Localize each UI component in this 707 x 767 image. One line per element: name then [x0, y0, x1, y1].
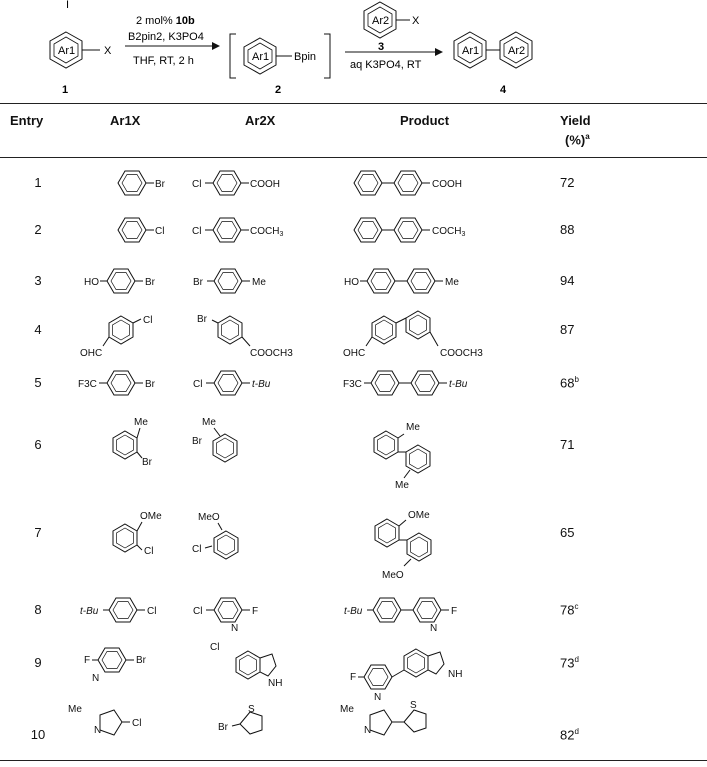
svg-text:F: F: [350, 672, 357, 683]
yield-value: 65: [560, 525, 575, 540]
header-product: Product: [400, 113, 450, 128]
yield-value: 78$^c$: [560, 602, 579, 618]
svg-text:F3C: F3C: [78, 379, 97, 390]
svg-text:S: S: [248, 704, 255, 715]
svg-text:Br: Br: [142, 457, 152, 468]
svg-text:F3C: F3C: [343, 379, 362, 390]
svg-text:Br: Br: [218, 722, 228, 733]
row10-ar1x: [68, 704, 141, 736]
svg-text:COCH3: $COCH_3$: [432, 226, 466, 238]
svg-text:N: N: [94, 725, 102, 736]
entry-number: 1: [34, 175, 42, 190]
yield-value: 88: [560, 222, 575, 237]
compound-1-label: 1: [62, 84, 69, 96]
svg-text:Cl: Cl: [147, 606, 157, 617]
entry-number: 6: [34, 437, 42, 452]
yield-value: 94: [560, 273, 575, 288]
svg-text:N: N: [430, 623, 438, 634]
svg-text:Me: Me: [340, 704, 354, 715]
row5-ar2x: [193, 371, 271, 395]
svg-text:t-Bu: t-Bu: [449, 379, 468, 390]
entry-number: 3: [34, 273, 42, 288]
svg-text:t-Bu: t-Bu: [80, 606, 99, 617]
entry-number: 9: [34, 655, 42, 670]
svg-text:F: F: [84, 655, 91, 666]
svg-text:N: N: [364, 725, 372, 736]
svg-text:Br: Br: [192, 436, 202, 447]
row1-ar1x: [118, 171, 166, 195]
yield-value: 82$^d$: [560, 727, 579, 743]
row10-ar2x: [218, 704, 262, 734]
yield-value: 68$^b$: [560, 375, 579, 391]
svg-text:HO: HO: [84, 277, 99, 288]
row10-product: [340, 700, 426, 736]
svg-text:COOCH3: COOCH3: [440, 348, 483, 359]
row2-product: [354, 218, 465, 242]
header-entry: Entry: [10, 113, 44, 128]
svg-text:OMe: OMe: [140, 511, 162, 522]
svg-text:N: N: [92, 673, 100, 684]
ar1-label: Ar1: [58, 45, 76, 57]
svg-text:Ar2: Ar2: [372, 15, 390, 27]
row7-product: [375, 510, 431, 581]
svg-text:S: S: [410, 700, 417, 711]
svg-text:MeO: MeO: [382, 570, 404, 581]
row4-ar2x: [197, 314, 293, 359]
svg-text:COOH: COOH: [250, 179, 280, 190]
svg-text:Ar2: Ar2: [508, 45, 526, 57]
row4-product: [343, 311, 483, 359]
svg-text:OHC: OHC: [80, 348, 103, 359]
svg-text:Cl: Cl: [193, 606, 203, 617]
svg-text:Br: Br: [197, 314, 207, 325]
catalyst-text: 2 mol% 10b: [136, 15, 195, 27]
svg-text:Br: Br: [136, 655, 146, 666]
row5-product: [343, 371, 468, 395]
row5-ar1x: [78, 371, 156, 395]
svg-text:Br: Br: [145, 379, 155, 390]
row8-ar1x: [80, 598, 156, 622]
svg-text:Cl: Cl: [155, 226, 165, 237]
row3-ar1x: [84, 269, 156, 293]
svg-text:N: N: [231, 623, 239, 634]
svg-text:COCH3: $COCH_3$: [250, 226, 284, 238]
row9-ar2x: [210, 642, 282, 689]
row3-ar2x: [193, 269, 266, 293]
svg-text:Me: Me: [252, 277, 266, 288]
svg-text:Me: Me: [406, 422, 420, 433]
x-label: X: [104, 45, 112, 57]
yield-value: 73$^d$: [560, 655, 579, 671]
svg-text:MeO: MeO: [198, 512, 220, 523]
svg-text:NH: NH: [448, 669, 463, 680]
compound-2-label: 2: [275, 84, 282, 96]
row6-product: [374, 422, 430, 491]
header-yield-unit: (%)$^a$: [565, 132, 590, 148]
svg-text:Cl: Cl: [192, 179, 202, 190]
entry-number: 2: [34, 222, 42, 237]
conditions-line2: B2pin2, K3PO4: [128, 31, 204, 43]
yield-value: 71: [560, 437, 575, 452]
svg-text:COOH: COOH: [432, 179, 462, 190]
row8-product: [344, 598, 457, 634]
conditions-line3: THF, RT, 2 h: [133, 55, 194, 67]
svg-text:N: N: [374, 692, 382, 703]
svg-text:NH: NH: [268, 678, 283, 689]
row9-product: [350, 649, 462, 703]
svg-text:Me: Me: [202, 417, 216, 428]
svg-text:Me: Me: [134, 417, 148, 428]
yield-value: 87: [560, 322, 575, 337]
svg-text:HO: HO: [344, 277, 359, 288]
entry-number: 4: [34, 322, 42, 337]
svg-text:Ar1: Ar1: [252, 51, 270, 63]
table-bottom-rule: [0, 760, 707, 761]
entry-number: 7: [34, 525, 42, 540]
svg-text:Me: Me: [68, 704, 82, 715]
row7-ar2x: [192, 512, 238, 559]
row3-product: [344, 269, 459, 293]
svg-text:OHC: OHC: [343, 348, 366, 359]
row7-ar1x: [113, 511, 162, 557]
row6-ar2x: [192, 417, 237, 462]
svg-text:Ar1: Ar1: [462, 45, 480, 57]
svg-text:Me: Me: [395, 480, 409, 491]
row1-product: [354, 171, 462, 195]
svg-text:Me: Me: [445, 277, 459, 288]
svg-text:COOCH3: COOCH3: [250, 348, 293, 359]
svg-text:Cl: Cl: [132, 718, 142, 729]
scheme-mark: I: [66, 0, 70, 11]
svg-text:Cl: Cl: [193, 379, 203, 390]
row2-ar2x: [192, 218, 283, 242]
svg-text:F: F: [252, 606, 259, 617]
row6-ar1x: [113, 417, 153, 468]
bpin-label: Bpin: [294, 51, 317, 63]
header-ar1x: Ar1X: [110, 113, 141, 128]
svg-text:Br: Br: [145, 277, 155, 288]
row2-ar1x: [118, 218, 164, 242]
svg-text:Cl: Cl: [144, 546, 154, 557]
row1-ar2x: [192, 171, 280, 195]
svg-text:t-Bu: t-Bu: [344, 606, 363, 617]
header-yield: Yield: [560, 113, 591, 128]
svg-text:OMe: OMe: [408, 510, 430, 521]
svg-text:Cl: Cl: [210, 642, 220, 653]
svg-text:Cl: Cl: [192, 544, 202, 555]
svg-text:Br: Br: [193, 277, 203, 288]
conditions-2: aq K3PO4, RT: [350, 59, 422, 71]
svg-text:t-Bu: t-Bu: [252, 379, 271, 390]
entry-number: 8: [34, 602, 42, 617]
entry-number: 10: [30, 727, 46, 742]
entry-number: 5: [34, 375, 42, 390]
svg-text:Br: Br: [155, 179, 165, 190]
row4-ar1x: [80, 315, 152, 359]
compound-4-label: 4: [500, 84, 507, 96]
reagent-3-label: 3: [378, 41, 385, 53]
svg-text:X: X: [412, 15, 420, 27]
row8-ar2x: [193, 598, 258, 634]
svg-text:Cl: Cl: [192, 226, 202, 237]
svg-text:Cl: Cl: [143, 315, 153, 326]
svg-text:F: F: [451, 606, 458, 617]
header-ar2x: Ar2X: [245, 113, 276, 128]
yield-value: 72: [560, 175, 575, 190]
row9-ar1x: [84, 648, 147, 684]
